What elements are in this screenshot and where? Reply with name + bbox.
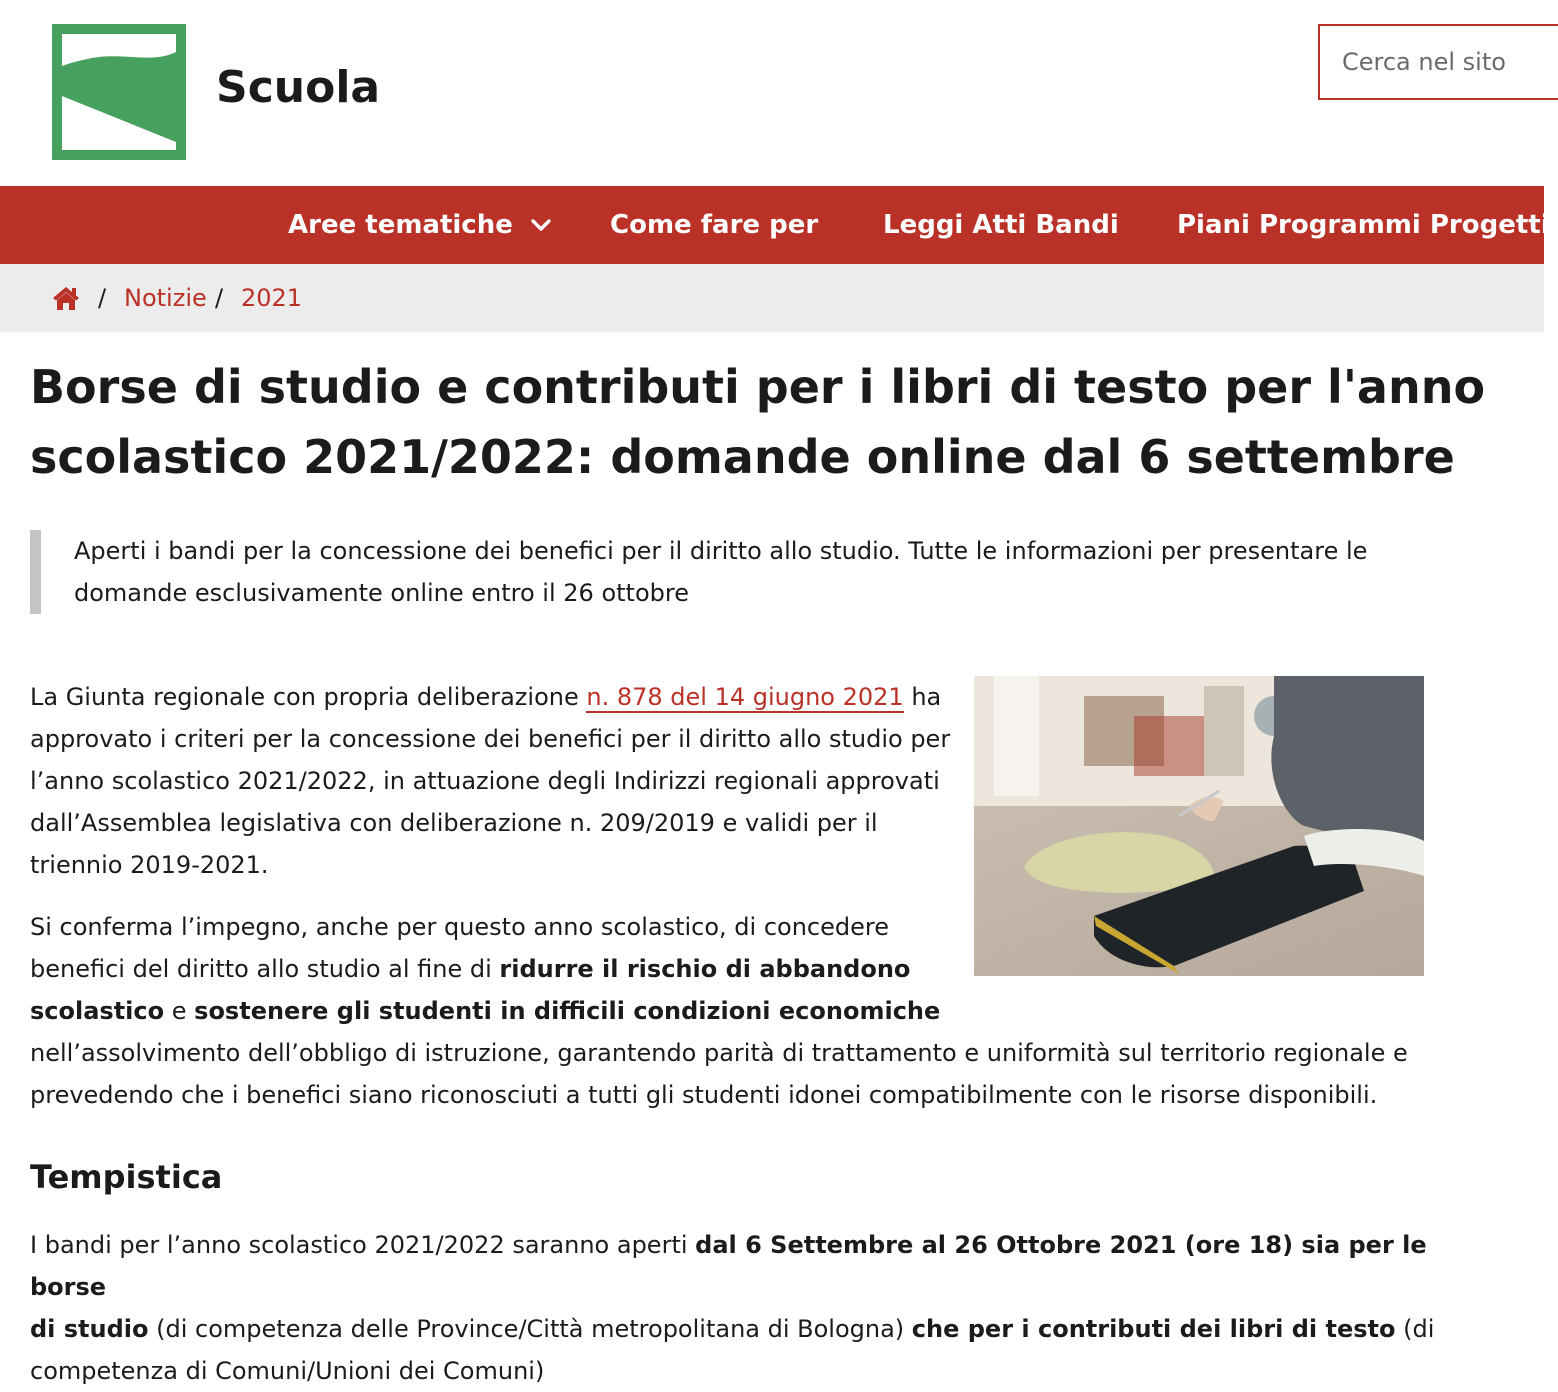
nav-item-come-fare-per[interactable] <box>610 186 818 264</box>
nav-item-label: Leggi Atti Bandi <box>883 210 1119 240</box>
paragraph-text: benefici del diritto allo studio al fine di <box>30 955 500 983</box>
paragraph-text: (di <box>1395 1315 1435 1343</box>
page-title: Borse di studio e contributi per i libri di testo per l'anno scolastico 2021/2022: domande online dal 6 settembre <box>30 360 1486 484</box>
breadcrumb-separator: / <box>215 284 224 312</box>
paragraph-line: nell’assolvimento dell’obbligo di istruzione, garantendo parità di trattamento e uniformità sul territorio regionale e <box>30 1039 1408 1067</box>
nav-item-leggi-atti-bandi[interactable] <box>883 186 1119 264</box>
nav-item-label: Piani Programmi Progetti <box>1177 210 1550 240</box>
breadcrumb-item-notizie[interactable]: Notizie <box>124 284 207 312</box>
nav-item-piani-programmi-progetti[interactable] <box>1177 186 1550 264</box>
emphasis-text: dal 6 Settembre al 26 Ottobre 2021 (ore 18) sia per le borse <box>30 1231 1427 1301</box>
search-placeholder: Cerca nel sito <box>1342 48 1506 76</box>
article-paragraph <box>30 1224 1510 1392</box>
emphasis-text: che per i contributi dei libri di testo <box>911 1315 1396 1343</box>
emphasis-text: di studio <box>30 1315 149 1343</box>
article-paragraph <box>30 906 1510 1116</box>
paragraph-text: e <box>164 997 195 1025</box>
paragraph-line: dall’Assemblea legislativa con deliberazione n. 209/2019 e validi per il <box>30 809 878 837</box>
nav-item-aree-tematiche[interactable] <box>288 186 551 264</box>
paragraph-line: approvato i criteri per la concessione dei benefici per il diritto allo studio per <box>30 725 951 753</box>
main-nav <box>0 186 1550 264</box>
paragraph-text: ha <box>903 683 942 711</box>
emphasis-text: scolastico <box>30 997 165 1025</box>
site-title[interactable]: Scuola <box>216 62 381 113</box>
paragraph-line: l’anno scolastico 2021/2022, in attuazione degli Indirizzi regionali approvati <box>30 767 940 795</box>
paragraph-text: I bandi per l’anno scolastico 2021/2022 saranno aperti <box>30 1231 696 1259</box>
paragraph-line: triennio 2019-2021. <box>30 851 269 879</box>
chevron-down-icon <box>531 218 551 232</box>
deliberation-link[interactable]: n. 878 del 14 giugno 2021 <box>586 683 904 711</box>
article-paragraph <box>30 676 970 886</box>
paragraph-line: Si conferma l’impegno, anche per questo anno scolastico, di concedere <box>30 913 889 941</box>
paragraph-line: prevedendo che i benefici siano riconosciuti a tutti gli studenti idonei compatibilmente con le risorse disponibili. <box>30 1081 1378 1109</box>
nav-item-label: Aree tematiche <box>288 210 513 240</box>
emphasis-text: ridurre il rischio di abbandono <box>499 955 911 983</box>
paragraph-text: (di competenza delle Province/Città metropolitana di Bologna) <box>148 1315 912 1343</box>
breadcrumb <box>0 264 1544 332</box>
article-lead: Aperti i bandi per la concessione dei benefici per il diritto allo studio. Tutte le informazioni per presentare le domande esclusivamente online entro il 26 ottobre <box>30 530 1450 614</box>
site-header <box>0 0 1544 186</box>
breadcrumb-separator: / <box>98 284 107 312</box>
paragraph-text: La Giunta regionale con propria deliberazione <box>30 683 587 711</box>
emphasis-text: sostenere gli studenti in difficili condizioni economiche <box>194 997 941 1025</box>
search-input[interactable] <box>1318 24 1558 100</box>
breadcrumb-item-2021[interactable]: 2021 <box>241 284 303 312</box>
home-icon[interactable] <box>52 285 80 311</box>
section-title: Tempistica <box>30 1158 223 1196</box>
nav-item-label: Come fare per <box>610 210 819 240</box>
paragraph-line: competenza di Comuni/Unioni dei Comuni) <box>30 1357 545 1385</box>
region-logo[interactable] <box>52 24 186 160</box>
